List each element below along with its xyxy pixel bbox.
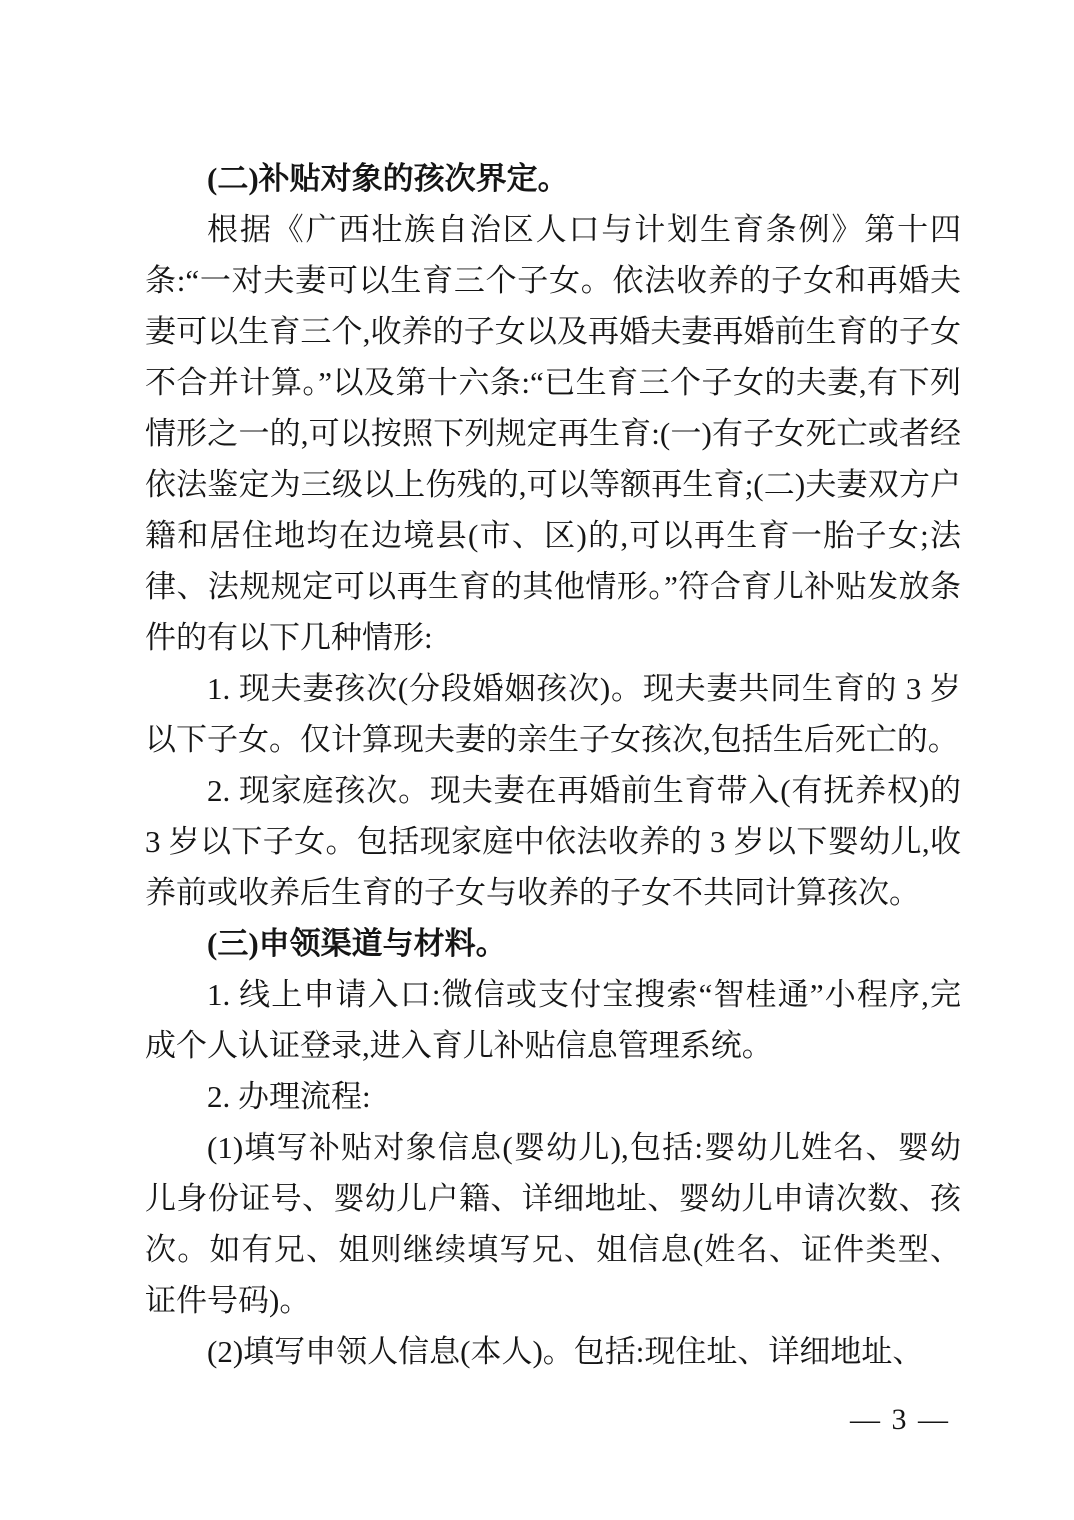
paragraph-online-application-entry: 1. 线上申请入口:微信或支付宝搜索“智桂通”小程序,完成个人认证登录,进入育儿补贴信息管理系统。 [145,977,961,1063]
section-heading-application-channels: (三)申领渠道与材料。 [207,926,507,961]
section-heading-child-order-definition: (二)补贴对象的孩次界定。 [207,161,569,196]
paragraph-regulation-basis: 根据《广西壮族自治区人口与计划生育条例》第十四条:“一对夫妻可以生育三个子女。依法收养的子女和再婚夫妻可以生育三个,收养的子女以及再婚夫妻再婚前生育的子女不合并计算。”以及第十六条:“已生育三个子女的夫妻,有下列情形之一的,可以按照下列规定再生育:(一)有子女死亡或者经依法鉴定为三级以上伤残的,可以等额再生育;(二)夫妻双方户籍和居住地均在边境县(市、区)的,可以再生育一胎子女;法律、法规规定可以再生育的其他情形。”符合育儿补贴发放条件的有以下几种情形: [145,212,961,655]
document-body [145,153,961,1377]
paragraph-step-1-infant-info: (1)填写补贴对象信息(婴幼儿),包括:婴幼儿姓名、婴幼儿身份证号、婴幼儿户籍、详细地址、婴幼儿申请次数、孩次。如有兄、姐则继续填写兄、姐信息(姓名、证件类型、证件号码)。 [145,1130,961,1318]
page-number: — 3 — [850,1403,950,1436]
paragraph-item-2-current-family-children: 2. 现家庭孩次。现夫妻在再婚前生育带入(有抚养权)的 3 岁以下子女。包括现家庭中依法收养的 3 岁以下婴幼儿,收养前或收养后生育的子女与收养的子女不共同计算孩次。 [145,773,961,910]
paragraph-item-1-current-couple-children: 1. 现夫妻孩次(分段婚姻孩次)。现夫妻共同生育的 3 岁以下子女。仅计算现夫妻的亲生子女孩次,包括生后死亡的。 [145,671,961,757]
paragraph-step-2-applicant-info: (2)填写申领人信息(本人)。包括:现住址、详细地址、 [207,1334,924,1369]
paragraph-process-heading: 2. 办理流程: [207,1079,371,1114]
